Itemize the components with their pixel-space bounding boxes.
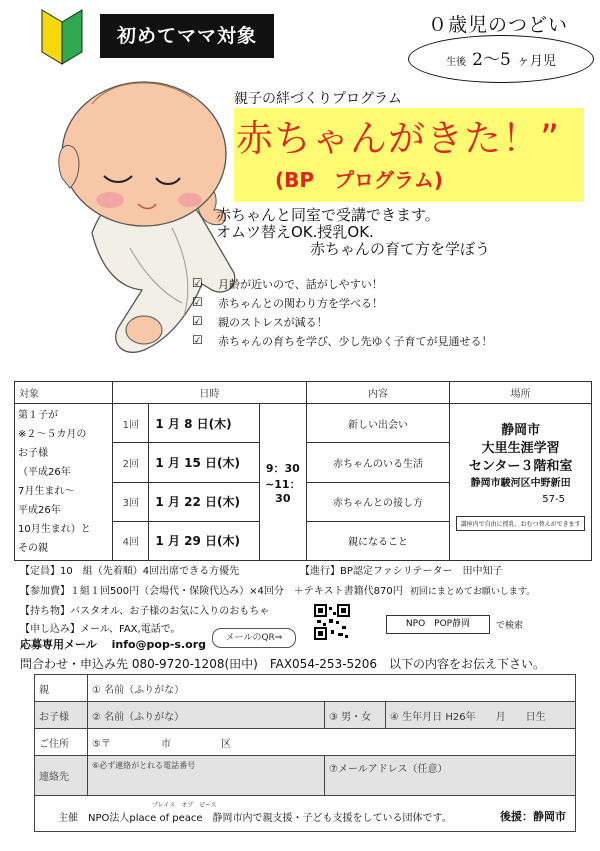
session-content: 新しい出会い <box>306 404 450 443</box>
age-prefix: 生後 <box>446 57 467 68</box>
intro-line-3: 赤ちゃんの育て方を学ぼう <box>310 240 491 258</box>
session-date: 1 月 15 日(木) <box>149 443 260 482</box>
organizer-ruby: プレイス オブ ピース <box>152 802 217 809</box>
support-text: 後援：静岡市 <box>500 810 566 823</box>
intro-line-2: オムツ替えOK.授乳OK. <box>216 223 374 241</box>
session-count: 2回 <box>113 443 149 482</box>
venue: 静岡市 大里生涯学習 センター３階和室 静岡市駿河区中野新田 57-5 講座内で自由に授乳、おむつ替えができます <box>450 404 592 561</box>
checklist-item: ☑ 月齢が近いので、話がしやすい！ <box>192 276 493 295</box>
header-datetime: 日時 <box>113 382 306 404</box>
session-content: 赤ちゃんのいる生活 <box>306 443 450 482</box>
child-label: お子様 <box>35 702 88 729</box>
intro-line-1: 赤ちゃんと同室で受講できます。 <box>216 206 440 224</box>
qr-code-icon[interactable] <box>314 604 350 640</box>
address-label: ご住所 <box>35 729 88 756</box>
birthdate-field[interactable]: ④ 生年月日 H26年 月 日生 <box>386 702 576 729</box>
apply-info: 【申し込み】メール、FAX,電話で。 <box>20 624 181 635</box>
checkbox-icon: ☑ <box>192 295 203 309</box>
application-form <box>34 674 576 796</box>
checklist-item: ☑ 親のストレスが減る！ <box>192 314 493 333</box>
organizer-text: 主催 NPO法人place of peace 静岡市内で親支援・子ども支援をしている団体です。 <box>58 813 452 824</box>
email-field[interactable]: ⑦メールアドレス（任意） <box>325 756 576 796</box>
bp-program-label: (BP プログラム) <box>275 168 443 192</box>
session-count: 3回 <box>113 482 149 521</box>
checklist-item: ☑ 赤ちゃんの育ちを学び、少し先ゆく子育てが見通せる！ <box>192 333 493 352</box>
first-time-mom-badge: 初めてママ対象 <box>100 14 274 58</box>
session-date: 1 月 29 日(木) <box>149 521 260 560</box>
session-count: 4回 <box>113 521 149 560</box>
bring-info: 【持ち物】バスタオル、お子様のお気に入りのおもちゃ <box>20 606 270 617</box>
session-count: 1回 <box>113 404 149 443</box>
session-date: 1 月 22 日(木) <box>149 482 260 521</box>
mail-address[interactable]: 応募専用メール info@pop-s.org <box>20 638 207 651</box>
session-time: 9：30 ~11：30 <box>260 404 307 561</box>
gender-field[interactable]: ③ 男・女 <box>325 702 386 729</box>
facilitator-info: 【進行】BP認定ファシリテーター 田中知子 <box>300 566 503 577</box>
event-title: ０歳児のつどい <box>428 14 569 36</box>
age-range-oval <box>408 35 594 83</box>
checklist-item: ☑ 赤ちゃんとの関わり方を学べる！ <box>192 295 493 314</box>
checkbox-icon: ☑ <box>192 314 203 328</box>
child-name-field[interactable]: ② 名前（ふりがな） <box>88 702 325 729</box>
contact-label: 連絡先 <box>35 756 88 796</box>
program-title: 赤ちゃんがきた！” <box>236 117 561 160</box>
parent-label: 親 <box>35 675 88 702</box>
benefits-checklist <box>192 276 493 352</box>
search-keyword-box: NPO POP静岡 <box>386 615 490 634</box>
header-venue: 場所 <box>450 382 592 404</box>
venue-note: 講座内で自由に授乳、おむつ替えができます <box>456 516 585 531</box>
address-field[interactable]: ⑤〒 市 区 <box>88 729 576 756</box>
schedule-table <box>14 381 592 561</box>
target-audience: 第１子が ※２〜５カ月の お子様 （平成26年 7月生まれ〜 平成26年 10月生まれ）と その親 <box>15 404 113 561</box>
fee-info: 【参加費】１組１回500円（会場代・保険代込み）×4回分 ＋テキスト書籍代870円 初回にまとめてお願いします。 <box>20 586 536 597</box>
session-content: 赤ちゃんとの接し方 <box>306 482 450 521</box>
age-unit: ヶ月児 <box>516 54 556 69</box>
session-date: 1 月 8 日(木) <box>149 404 260 443</box>
phone-field[interactable]: ⑥必ず連絡がとれる電話番号 <box>88 756 325 796</box>
age-range: 2〜5 <box>472 50 511 70</box>
checkbox-icon: ☑ <box>192 276 203 290</box>
search-suffix: で検索 <box>496 621 524 631</box>
contact-info: 問合わせ・申込み先 080-9720-1208(田中) FAX054-253-5206 以下の内容をお伝え下さい。 <box>20 657 546 671</box>
checkbox-icon: ☑ <box>192 333 203 347</box>
session-content: 親になること <box>306 521 450 560</box>
header-target: 対象 <box>15 382 113 404</box>
capacity-info: 【定員】10 組（先着順）4回出席できる方優先 <box>20 566 240 577</box>
program-subtitle: 親子の絆づくりプログラム <box>234 91 402 107</box>
mail-qr-label: メールのQR⇒ <box>212 628 296 648</box>
parent-name-field[interactable]: ① 名前（ふりがな） <box>88 675 576 702</box>
header-content: 内容 <box>306 382 450 404</box>
